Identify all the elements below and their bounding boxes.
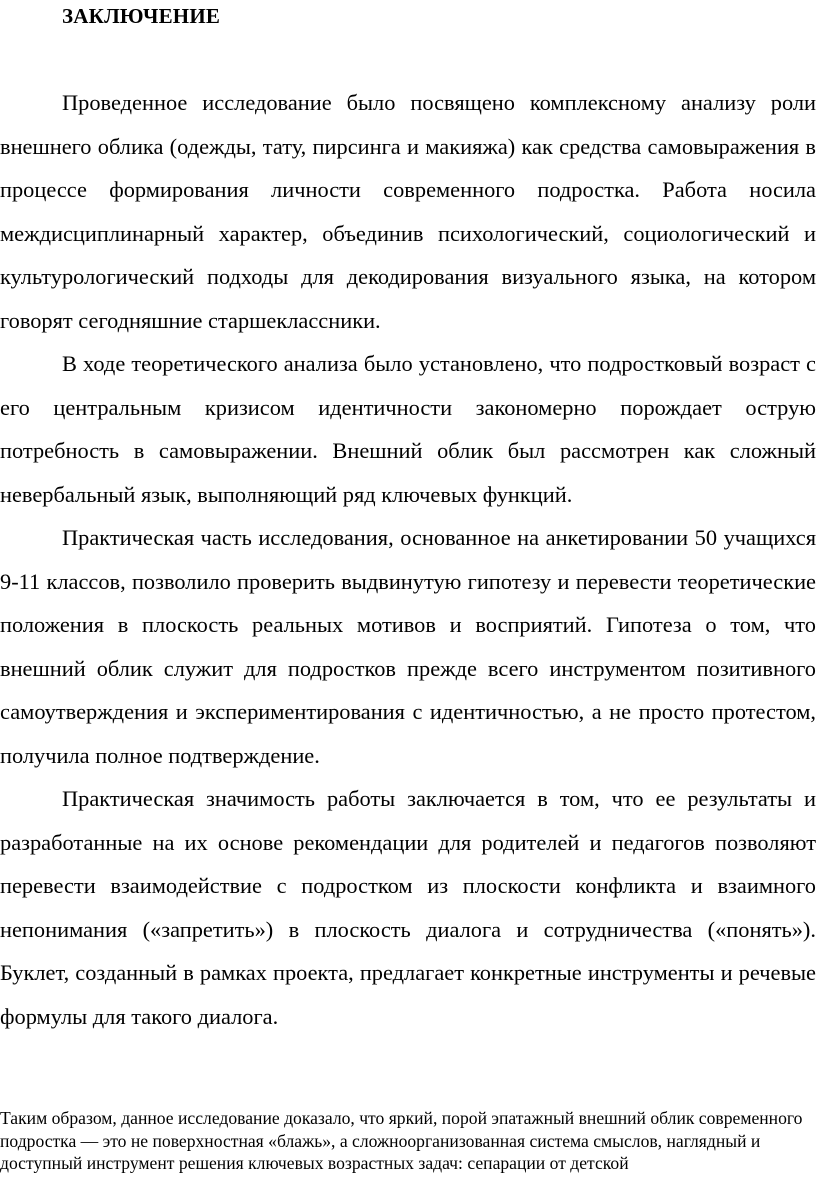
paragraph-conclusion-summary: Таким образом, данное исследование доказало, что яркий, порой эпатажный внешний облик современного подростка — это не поверхностная «блажь», а сложноорганизованная система смыслов, наглядный и доступный инструмент решения ключевых возрастных задач: сепарации от детской (0, 1108, 803, 1173)
document-body (0, 81, 816, 1038)
paragraph-practical-significance: Практическая значимость работы заключается в том, что ее результаты и разработанные на их основе рекомендации для родителей и педагогов позволяют перевести взаимодействие с подростком из плоскости конфликта и взаимного непонимания («запретить») в плоскость диалога и сотрудничества («понять»). Буклет, созданный в рамках проекта, предлагает конкретные инструменты и речевые формулы для такого диалога. (0, 786, 816, 1029)
paragraph-theoretical-findings: В ходе теоретического анализа было установлено, что подростковый возраст с его центральным кризисом идентичности закономерно порождает острую потребность в самовыражении. Внешний облик был рассмотрен как сложный невербальный язык, выполняющий ряд ключевых функций. (0, 351, 816, 507)
document-heading: ЗАКЛЮЧЕНИЕ (62, 4, 221, 28)
paragraph-study-scope: Проведенное исследование было посвящено комплексному анализу роли внешнего облика (одежды, тату, пирсинга и макияжа) как средства самовыражения в процессе формирования личности современного подростка. Работа носила междисциплинарный характер, объединив психологический, социологический и культурологический подходы для декодирования визуального языка, на котором говорят сегодняшние старшеклассники. (0, 90, 816, 333)
paragraph-practical-findings: Практическая часть исследования, основанное на анкетировании 50 учащихся 9-11 классов, позволило проверить выдвинутую гипотезу и перевести теоретические положения в плоскость реальных мотивов и восприятий. Гипотеза о том, что внешний облик служит для подростков прежде всего инструментом позитивного самоутверждения и экспериментирования с идентичностью, а не просто протестом, получила полное подтверждение. (0, 525, 816, 768)
